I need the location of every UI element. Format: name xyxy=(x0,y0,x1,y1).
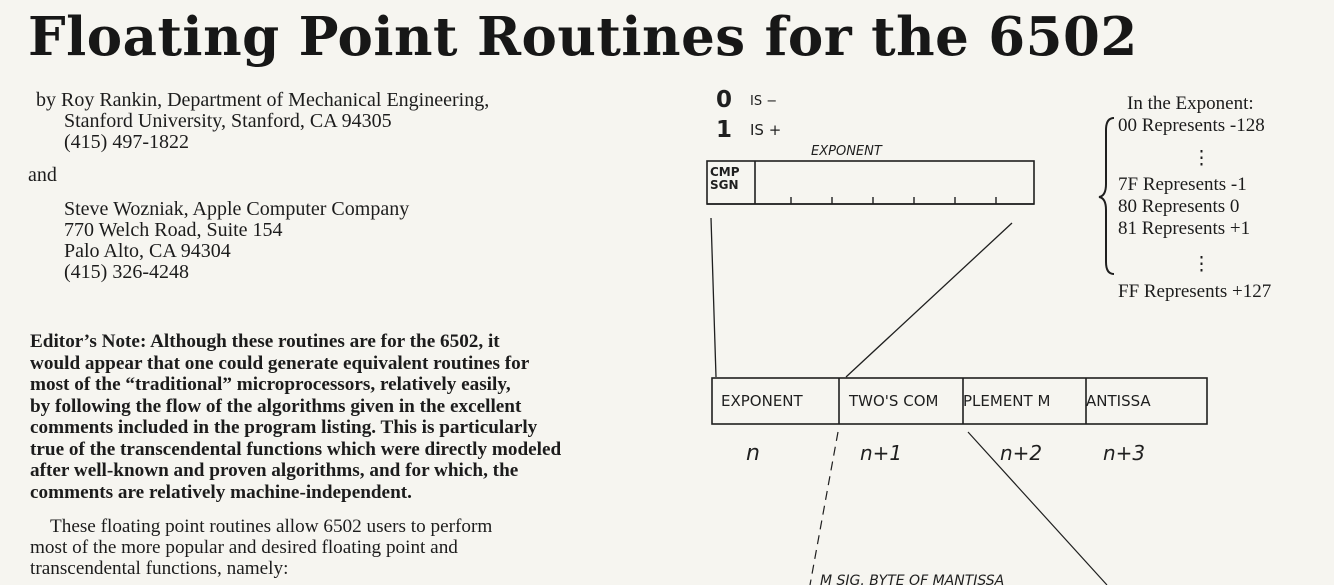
legend-row-81: 81 Represents +1 xyxy=(1118,218,1251,239)
editors-note-line: most of the “traditional” microprocessors, relatively easily, xyxy=(30,374,511,395)
byline-line-1: by Roy Rankin, Department of Mechanical Engineering, xyxy=(36,89,490,111)
legend-row-ff: FF Represents +127 xyxy=(1118,281,1272,302)
cell-mantissa-part-3: ANTISSA xyxy=(1086,392,1151,410)
legend-row-80: 80 Represents 0 xyxy=(1118,196,1240,217)
lower-expansion-lines xyxy=(810,432,1107,585)
legend-ellipsis: ⋮ xyxy=(1192,148,1211,169)
left-expansion-line xyxy=(711,218,716,377)
legend-row-7f: 7F Represents -1 xyxy=(1118,174,1247,195)
sign-zero-digit: 0 xyxy=(716,87,733,113)
cmp-label: CMP xyxy=(710,165,740,179)
editors-note-line: after well-known and proven algorithms, and for which, the xyxy=(30,460,519,481)
exponent-byte-box xyxy=(707,161,1034,204)
legend-heading: In the Exponent: xyxy=(1127,93,1254,114)
legend-ellipsis: ⋮ xyxy=(1192,254,1211,275)
second-author-line-2: 770 Welch Road, Suite 154 xyxy=(64,219,283,241)
second-author-line-1: Steve Wozniak, Apple Computer Company xyxy=(64,198,410,220)
editors-note-line: comments are relatively machine-independent. xyxy=(30,481,412,503)
article-title: Floating Point Routines for the 6502 xyxy=(28,6,1138,68)
legend-row-00: 00 Represents -128 xyxy=(1118,115,1265,136)
byte-offset-n1: n+1 xyxy=(860,441,903,465)
editors-note-line: would appear that one could generate equivalent routines for xyxy=(30,352,530,374)
editors-note-line: by following the flow of the algorithms given in the excellent xyxy=(30,395,522,417)
cell-mantissa-part-1: TWO'S COM xyxy=(849,392,939,410)
byline-phone: (415) 497-1822 xyxy=(64,131,189,153)
editors-note-line: comments included in the program listing. This is particularly xyxy=(30,417,538,438)
editors-note-line: true of the transcendental functions which were directly modeled xyxy=(30,438,562,460)
exponent-byte-label: EXPONENT xyxy=(811,144,882,159)
msb-left-dashed-line xyxy=(810,432,838,585)
curly-brace xyxy=(1099,118,1114,274)
exponent-ticks xyxy=(791,197,996,204)
exponent-byte-rect xyxy=(707,161,1034,204)
cell-mantissa-part-2: PLEMENT M xyxy=(963,392,1051,410)
expansion-lines xyxy=(711,218,1012,377)
exponent-legend xyxy=(1118,93,1271,302)
sign-legend xyxy=(716,87,781,143)
byline-line-2: Stanford University, Stanford, CA 94305 xyxy=(64,110,392,132)
right-expansion-line xyxy=(846,223,1012,377)
byte-offset-n3: n+3 xyxy=(1103,441,1146,465)
sgn-label: SGN xyxy=(710,178,739,192)
msb-mantissa-label: M SIG. BYTE OF MANTISSA xyxy=(820,573,1005,585)
second-author-line-3: Palo Alto, CA 94304 xyxy=(64,240,231,262)
sign-one-digit: 1 xyxy=(716,117,733,143)
paragraph-line: These floating point routines allow 6502 users to perform xyxy=(50,516,493,537)
editors-note-line: Editor’s Note: Although these routines are for the 6502, it xyxy=(30,331,500,352)
sign-zero-label: IS − xyxy=(750,94,778,109)
paragraph-line: transcendental functions, namely: xyxy=(30,558,289,579)
and-connector: and xyxy=(28,164,57,186)
sign-one-label: IS + xyxy=(750,121,782,139)
byte-offset-n: n xyxy=(746,441,760,466)
paragraph-line: most of the more popular and desired floating point and xyxy=(30,537,458,558)
byte-offset-n2: n+2 xyxy=(1000,441,1043,465)
second-author-phone: (415) 326-4248 xyxy=(64,261,189,283)
cell-exponent: EXPONENT xyxy=(721,392,803,410)
